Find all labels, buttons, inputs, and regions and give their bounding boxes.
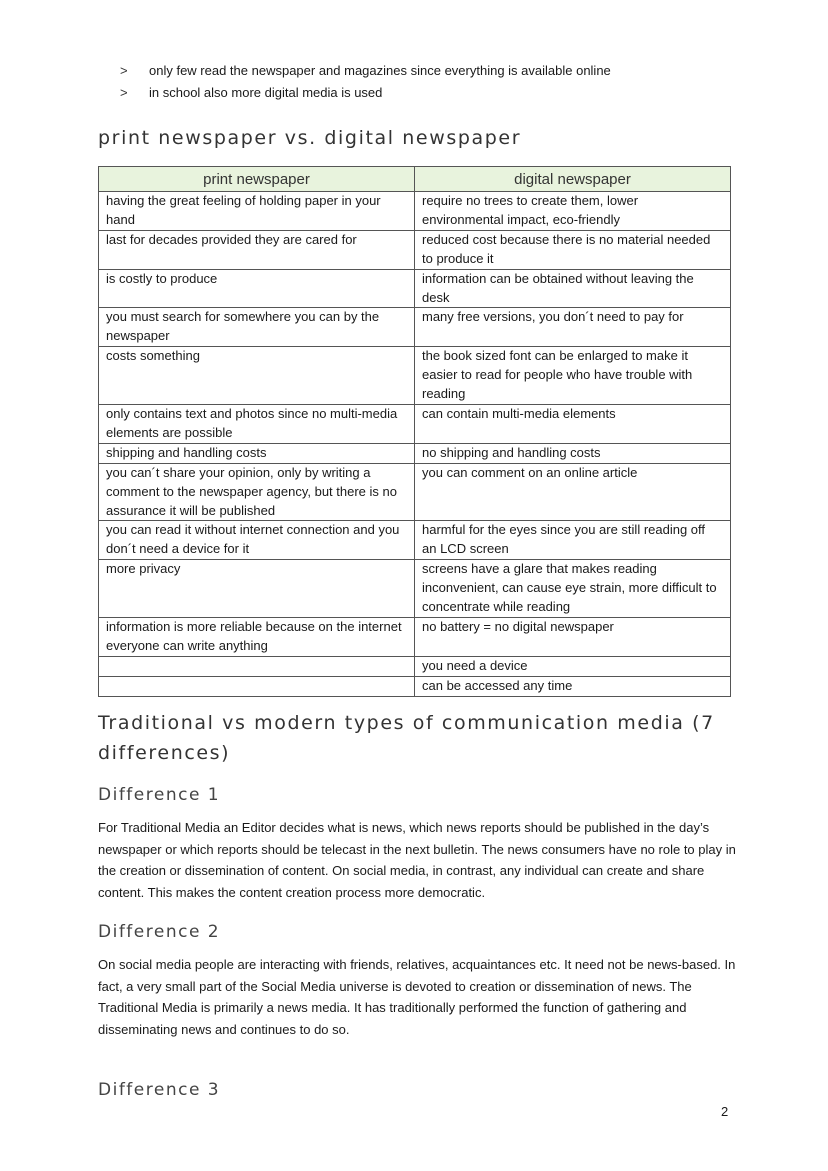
table-cell: only contains text and photos since no multi-media elements are possible: [99, 404, 415, 443]
table-cell: you can´t share your opinion, only by writing a comment to the newspaper agency, but there is no assurance it will be published: [99, 463, 415, 521]
bullet-list: [120, 60, 611, 103]
difference-2-heading: Difference 2: [98, 922, 221, 942]
table-cell: last for decades provided they are cared for: [99, 230, 415, 269]
table-cell: harmful for the eyes since you are still reading off an LCD screen: [415, 521, 731, 560]
table-cell: [99, 656, 415, 676]
table-row: [99, 676, 731, 696]
difference-2-paragraph: On social media people are interacting with friends, relatives, acquaintances etc. It need not be news-based. In fact, a very small part of the Social Media universe is devoted to creation or dissemination of news. The Traditional Media is primarily a news media. It has traditionally performed the function of gathering and disseminating news and continues to do so.: [98, 957, 736, 1037]
difference-3-heading: Difference 3: [98, 1080, 221, 1100]
table-cell: shipping and handling costs: [99, 443, 415, 463]
comparison-table: [98, 166, 731, 697]
table-cell: the book sized font can be enlarged to make it easier to read for people who have trouble with reading: [415, 347, 731, 405]
table-cell: [99, 676, 415, 696]
column-header-print: print newspaper: [99, 167, 415, 192]
table-cell: can be accessed any time: [415, 676, 731, 696]
bullet-marker-icon: >: [120, 84, 128, 100]
table-cell: require no trees to create them, lower environmental impact, eco-friendly: [415, 192, 731, 231]
table-row: [99, 308, 731, 347]
page-number: 2: [721, 1104, 729, 1119]
bullet-item: [120, 60, 611, 82]
table-row: [99, 269, 731, 308]
table-cell: more privacy: [99, 560, 415, 618]
table-cell: you can read it without internet connection and you don´t need a device for it: [99, 521, 415, 560]
table-row: [99, 347, 731, 405]
bullet-item: [120, 82, 611, 104]
table-cell: screens have a glare that makes reading inconvenient, can cause eye strain, more difficult to concentrate while reading: [415, 560, 731, 618]
table-row: [99, 404, 731, 443]
table-cell: costs something: [99, 347, 415, 405]
table-cell: you must search for somewhere you can by the newspaper: [99, 308, 415, 347]
table-cell: can contain multi-media elements: [415, 404, 731, 443]
difference-1-heading: Difference 1: [98, 785, 221, 805]
bullet-marker-icon: >: [120, 63, 128, 78]
table-row: [99, 560, 731, 618]
bullet-text: only few read the newspaper and magazines since everything is available online: [149, 63, 611, 78]
table-cell: many free versions, you don´t need to pay for: [415, 308, 731, 347]
table-row: [99, 617, 731, 656]
column-header-digital: digital newspaper: [415, 167, 731, 192]
section-heading: Traditional vs modern types of communication media (7 differences): [98, 712, 715, 764]
table-row: [99, 521, 731, 560]
table-cell: information is more reliable because on the internet everyone can write anything: [99, 617, 415, 656]
table-cell: no battery = no digital newspaper: [415, 617, 731, 656]
table-cell: you need a device: [415, 656, 731, 676]
table-row: [99, 230, 731, 269]
table-row: [99, 192, 731, 231]
table-cell: you can comment on an online article: [415, 463, 731, 521]
table-row: [99, 443, 731, 463]
table-cell: information can be obtained without leaving the desk: [415, 269, 731, 308]
table-cell: no shipping and handling costs: [415, 443, 731, 463]
table-row: [99, 656, 731, 676]
table-heading: print newspaper vs. digital newspaper: [98, 127, 522, 149]
bullet-text: in school also more digital media is used: [149, 84, 383, 100]
table-row: [99, 463, 731, 521]
difference-1-paragraph: For Traditional Media an Editor decides what is news, which news reports should be published in the day’s newspaper or which reports should be telecast in the next bulletin. The news consumers have no role to play in the creation or dissemination of content. On social media, in contrast, any individual can create and share content. This makes the content creation process more democratic.: [98, 820, 736, 900]
table-cell: having the great feeling of holding paper in your hand: [99, 192, 415, 231]
table-header-row: [99, 167, 731, 192]
table-cell: is costly to produce: [99, 269, 415, 308]
table-cell: reduced cost because there is no material needed to produce it: [415, 230, 731, 269]
